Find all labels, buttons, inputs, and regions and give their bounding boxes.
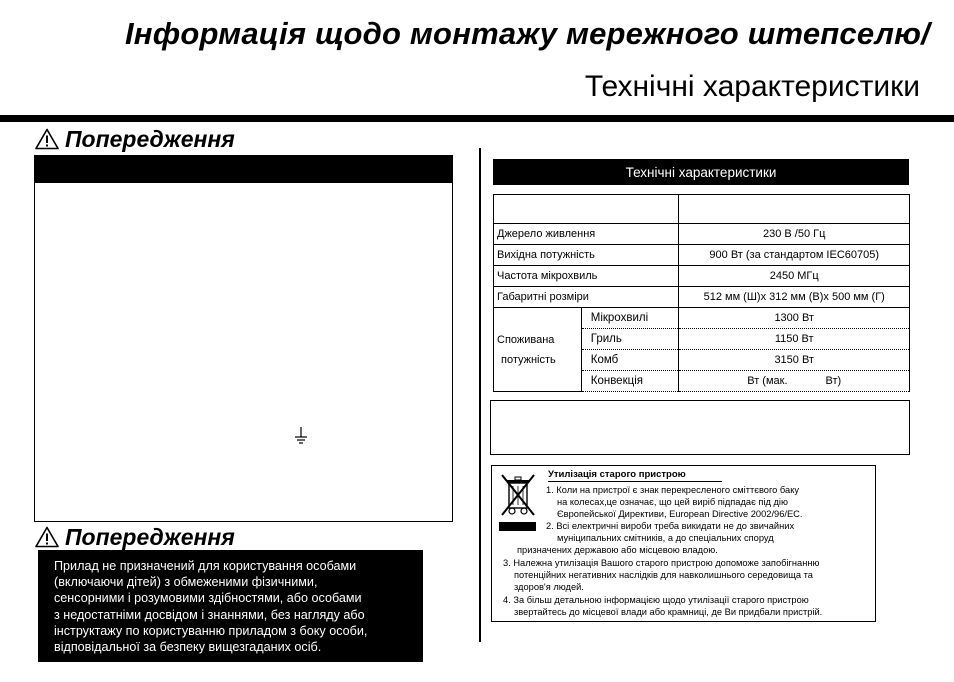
disposal-line: 1. Коли на пристрої є знак перекресленого сміттєвого баку [546, 485, 800, 495]
spec-value: 2450 МГц [679, 266, 910, 287]
disposal-line: призначених державою або місцевою владою. [517, 545, 718, 555]
table-row [494, 287, 910, 308]
table-row [494, 266, 910, 287]
spec-value: 512 мм (Ш)х 312 мм (В)х 500 мм (Г) [679, 287, 910, 308]
warning-heading-text: Попередження [65, 125, 235, 152]
warning-heading-1 [35, 124, 235, 154]
consumption-value [679, 371, 910, 392]
consumption-value-part: Вт) [825, 375, 842, 387]
consumption-label-line: Споживана [497, 333, 555, 346]
table-row [494, 224, 910, 245]
consumption-value: 1300 Вт [679, 308, 910, 329]
warning-heading-2 [35, 522, 235, 552]
spec-label: Вихідна потужність [494, 245, 679, 266]
bin-bar [499, 522, 536, 531]
table-row [494, 245, 910, 266]
plug-wiring-box [34, 155, 453, 522]
warning-triangle-icon [35, 128, 59, 150]
warning-line: відповідальної за безпеку вищезгаданих осіб. [54, 640, 322, 655]
disposal-box [491, 465, 876, 622]
consumption-mode: Мікрохвилі [581, 308, 679, 329]
column-divider [479, 148, 481, 642]
spec-label: Частота мікрохвиль [494, 266, 679, 287]
warning-text-box [38, 550, 423, 662]
warning-triangle-icon [35, 526, 59, 548]
consumption-value-part: Вт (мак. [747, 375, 788, 387]
specs-header-row [494, 195, 910, 224]
disposal-line: потенційних негативних наслідків для навколишнього середовища та [514, 570, 813, 580]
consumption-mode: Комб [581, 350, 679, 371]
consumption-label-line: потужність [501, 353, 556, 366]
warning-line: з недостатніми досвідом і знаннями, без нагляду або [54, 607, 365, 622]
specs-heading: Технічні характеристики [493, 159, 909, 185]
disposal-line: 3. Належна утилізація Вашого старого пристрою допоможе запобігнанню [503, 558, 820, 568]
spec-label: Джерело живлення [494, 224, 679, 245]
disposal-line: здоров'я людей. [514, 582, 584, 592]
warning-heading-text: Попередження [65, 523, 235, 550]
disposal-title: Утилізація старого пристрою [548, 469, 722, 482]
disposal-line: звертайтесь до місцевої влади або крамниці, де Ви придбали пристрій. [514, 607, 823, 617]
warning-line: (включаючи дітей) з обмеженими фізичними, [54, 575, 318, 590]
disposal-line: на колесах,це означає, що цей виріб підпадає під дію [557, 497, 788, 507]
warning-line: сенсорними і розумовими здібностями, або особами [54, 591, 362, 606]
consumption-mode: Гриль [581, 329, 679, 350]
disposal-line: муніципальних смітників, а до спеціальних споруд [557, 533, 774, 543]
table-cell [679, 195, 910, 224]
spec-value: 900 Вт (за стандартом IEC60705) [679, 245, 910, 266]
consumption-label [494, 308, 582, 392]
specs-note-box [490, 400, 910, 455]
table-row [494, 308, 910, 329]
consumption-value: 3150 Вт [679, 350, 910, 371]
spec-value: 230 В /50 Гц [679, 224, 910, 245]
disposal-line: 2. Всі електричні вироби треба викидати не до звичайних [546, 521, 795, 531]
specs-table [493, 194, 910, 392]
page-title: Інформація щодо монтажу мережного штепселю/ [124, 16, 930, 51]
crossed-bin-icon [499, 472, 537, 518]
ground-symbol-icon [293, 426, 309, 446]
plug-wiring-bar [35, 156, 452, 183]
disposal-line: Європейської Директиви, European Directive 2002/96/EC. [557, 509, 803, 519]
spec-label: Габаритні розміри [494, 287, 679, 308]
warning-line: інструктажу по користуванню приладом з боку особи, [54, 623, 368, 638]
header-rule [0, 115, 954, 122]
table-cell [494, 195, 679, 224]
consumption-value: 1150 Вт [679, 329, 910, 350]
page-subtitle: Технічні характеристики [584, 70, 920, 103]
warning-line: Прилад не призначений для користування особами [54, 559, 357, 573]
disposal-line: 4. За більш детальною інформацією щодо утилізації старого пристрою [503, 595, 809, 605]
consumption-mode: Конвекція [581, 371, 679, 392]
